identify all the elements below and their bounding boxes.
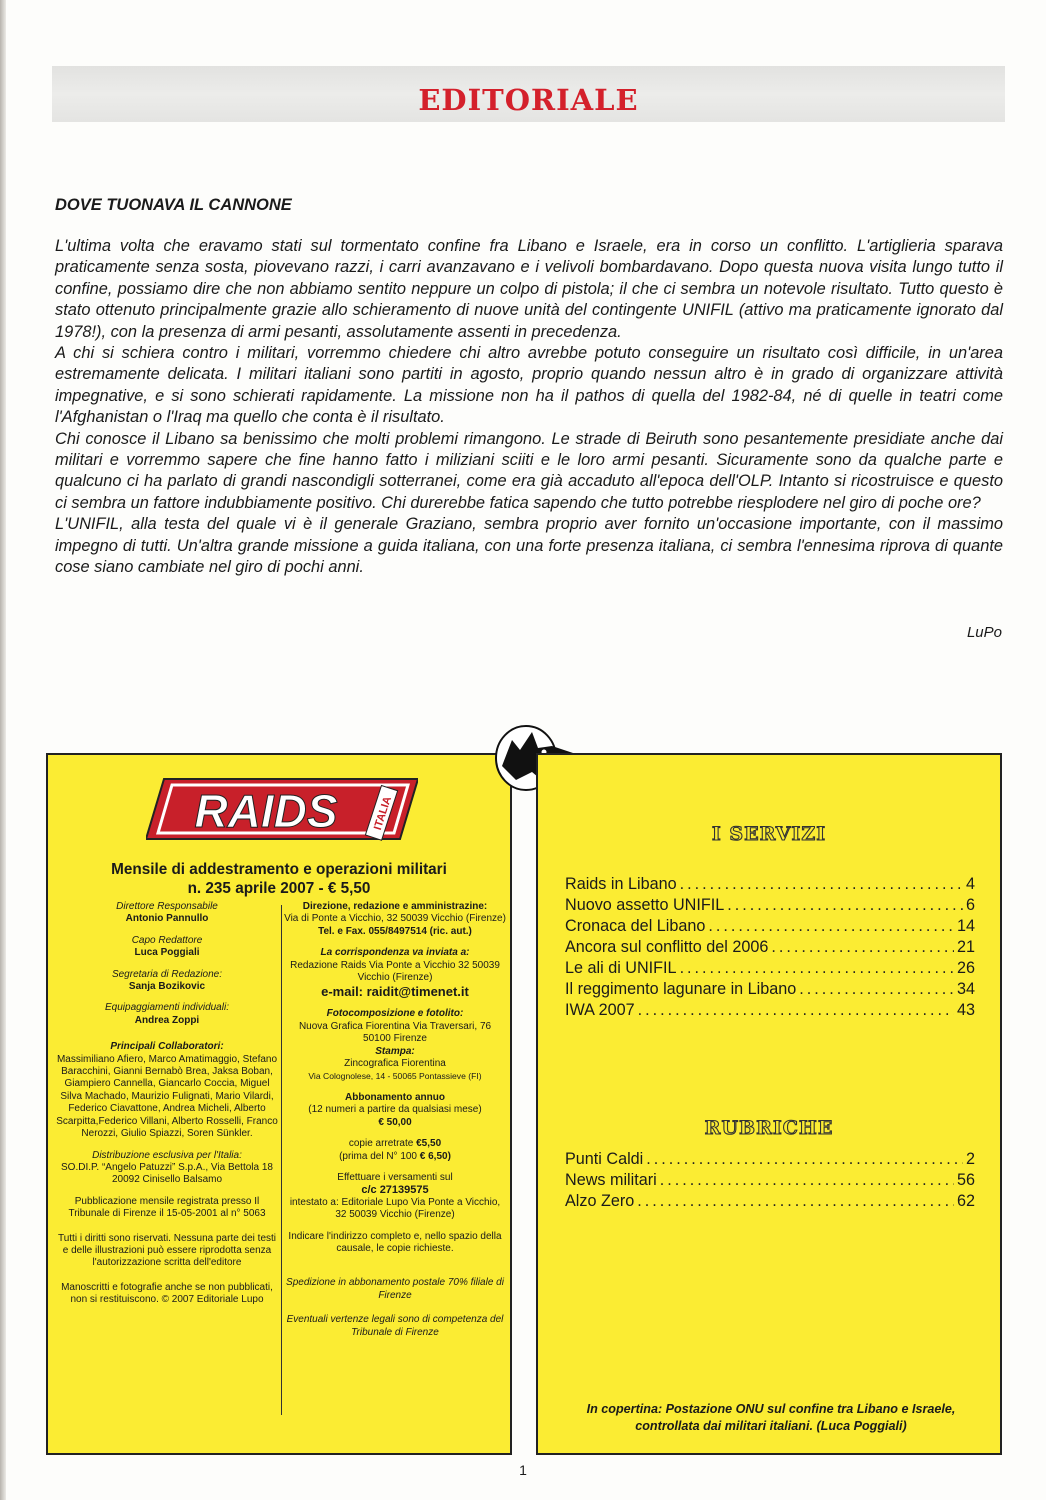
editorial-signature: LuPo <box>966 624 1002 641</box>
toc-item-page: 2 <box>965 1150 975 1168</box>
toc-item[interactable] <box>565 1149 975 1170</box>
back-issues-price: €5,50 <box>416 1138 442 1150</box>
toc-item-title: Raids in Libano <box>565 875 677 893</box>
legal-text: Eventuali vertenze legali sono di competenza del Tribunale di Firenze <box>286 1314 504 1338</box>
toc-item-title: News militari <box>565 1171 657 1189</box>
raids-logo-sub: ITALIA <box>371 794 395 832</box>
subscription-price: € 50,00 <box>378 1116 412 1128</box>
chief-editor-label: Capo Redattore <box>131 934 203 946</box>
collaborators-label: Principali Collaboratori: <box>110 1041 224 1053</box>
toc-item-page: 26 <box>956 959 975 977</box>
photocomposition-label: Fotocomposizione e fotolito: <box>326 1008 464 1020</box>
printing-text: Zincografica Fiorentina <box>344 1058 446 1070</box>
postal-account: c/c 27139575 <box>361 1184 429 1197</box>
toc-item-title: Alzo Zero <box>565 1192 635 1210</box>
raids-logo <box>146 773 418 845</box>
rights-text: Tutti i diritti sono riservati. Nessuna parte dei testi e delle illustrazioni può essere riprodotta senza l'autorizzazione scritta dell'editore <box>57 1232 277 1269</box>
director-label: Direttore Responsabile <box>116 901 218 912</box>
instructions-text: Indicare l'indirizzo completo e, nello spazio della causale, le copie richieste. <box>288 1230 502 1254</box>
equipment-label: Equipaggiamenti individuali: <box>105 1002 229 1014</box>
printing-address: Via Colognolese, 14 - 50065 Pontassieve (FI) <box>308 1071 482 1082</box>
editorial-banner-title: EDITORIALE <box>418 83 639 117</box>
services-title: I SERVIZI <box>711 823 827 845</box>
director-name: Antonio Pannullo <box>125 913 209 925</box>
page-number: 1 <box>519 1462 527 1478</box>
contents-box <box>536 753 1002 1455</box>
cover-caption <box>558 1401 984 1435</box>
toc-item-page: 4 <box>965 875 975 893</box>
toc-item[interactable] <box>565 1170 975 1191</box>
equipment-name: Andrea Zoppi <box>134 1014 200 1026</box>
toc-item[interactable] <box>565 895 975 916</box>
correspondence-label: La corrispondenza va inviata a: <box>320 947 470 959</box>
toc-item[interactable] <box>565 874 975 895</box>
payment-address: intestato a: Editoriale Lupo Via Ponte a Vicchio, 32 50039 Vicchio (Firenze) <box>289 1196 501 1221</box>
toc-item-title: Punti Caldi <box>565 1150 644 1168</box>
toc-item-title: IWA 2007 <box>565 1001 635 1019</box>
editorial-body <box>55 236 1003 579</box>
manuscripts-text: Manoscritti e fotografie anche se non pubblicati, non si restituiscono. © 2007 Editoriale Lupo <box>61 1281 273 1306</box>
columns-list <box>565 1149 975 1212</box>
registration-text: Pubblicazione mensile registrata presso Il Tribunale di Firenze il 15-05-2001 al n° 5063 <box>68 1195 266 1220</box>
cover-caption-line: In copertina: Postazione ONU sul confine tra Libano e Israele, <box>586 1402 956 1416</box>
toc-item-title: Ancora sul conflitto del 2006 <box>565 938 769 956</box>
secretary-name: Sanja Bozikovic <box>128 981 206 993</box>
back-issues-label: copie arretrate <box>348 1138 414 1150</box>
toc-item-page: 43 <box>956 1001 975 1019</box>
columns-title: RUBRICHE <box>704 1117 834 1139</box>
toc-item[interactable] <box>565 937 975 958</box>
back-issues-note: (prima del N° 100 <box>339 1150 417 1162</box>
direction-label: Direzione, redazione e amministrazine: <box>302 901 488 912</box>
toc-item-title: Cronaca del Libano <box>565 917 706 935</box>
collaborators-list: Massimiliano Afiero, Marco Amatimaggio, Stefano Baracchini, Gianni Bernabò Brea, Jaksa Boban, Giampiero Cannella, Giancarlo Coccia, Miguel Silva Machado, Maurizio Fulignati, Mario Vilardi, Federico Ciavattone, Andrea Micheli, Alberto Scarpitta,Federico Villani, Alberto Rosselli, Franco Nerozzi, Giulio Spiazzi, Soren Sünkler. <box>56 1053 278 1140</box>
toc-item-page: 56 <box>956 1171 975 1189</box>
editorial-paragraph: A chi si schiera contro i militari, vorremmo chiedere chi altro avrebbe potuto conseguire un risultato così difficile, in un'area estremamente delicata. I militari italiani sono partiti in agosto, proprio quando nessun altro è in grado di organizzare attività impegnative, e si sono schierati rapidamente. La missione non ha il pathos di quella del 1982-84, né di quelle in teatri come l'Afghanistan o l'Iraq ma quello che conta è il risultato. <box>55 344 1003 427</box>
direction-address: Via di Ponte a Vicchio, 32 50039 Vicchio (Firenze) <box>284 913 506 925</box>
toc-item-title: Le ali di UNIFIL <box>565 959 677 977</box>
subscription-text: (12 numeri a partire da qualsiasi mese) <box>308 1104 482 1116</box>
masthead-column-divider <box>281 905 282 1415</box>
raids-logo-text: RAIDS <box>194 785 338 837</box>
subscription-label: Abbonamento annuo <box>345 1091 445 1103</box>
masthead-box <box>46 753 512 1455</box>
cover-caption-line: controllata dai militari italiani. (Luca Poggiali) <box>635 1419 907 1433</box>
email-address: e-mail: raidit@timenet.it <box>321 984 469 1000</box>
correspondence-address: Redazione Raids Via Ponte a Vicchio 32 50039 Vicchio (Firenze) <box>290 959 500 984</box>
toc-item-page: 21 <box>956 938 975 956</box>
page-binding-edge <box>0 0 6 1500</box>
services-list <box>565 874 975 1021</box>
toc-item-page: 6 <box>965 896 975 914</box>
editorial-paragraph: L'UNIFIL, alla testa del quale vi è il generale Graziano, sembra proprio aver fornito un'occasione importante, con il massimo impegno di tutti. Un'altra grande missione a guida italiana, con una forte presenza italiana, ci sembra l'ennesima riprova di quante cose siano cambiate nel giro di pochi anni. <box>55 515 1003 577</box>
printing-label: Stampa: <box>375 1045 415 1057</box>
toc-item[interactable] <box>565 958 975 979</box>
payment-text: Effettuare i versamenti sul <box>337 1171 453 1183</box>
editorial-heading: DOVE TUONAVA IL CANNONE <box>55 196 292 214</box>
toc-item[interactable] <box>565 1000 975 1021</box>
distribution-label: Distribuzione esclusiva per l'Italia: <box>92 1149 242 1161</box>
phone-fax: Tel. e Fax. 055/8497514 (ric. aut.) <box>318 925 472 937</box>
toc-item-page: 14 <box>956 917 975 935</box>
toc-item-title: Nuovo assetto UNIFIL <box>565 896 725 914</box>
photocomposition-text: Nuova Grafica Fiorentina Via Traversari, 76 50100 Firenze <box>298 1020 492 1045</box>
distribution-text: SO.DI.P. “Angelo Patuzzi” S.p.A., Via Bettola 18 20092 Cinisello Balsamo <box>61 1161 273 1186</box>
toc-item-page: 62 <box>956 1192 975 1210</box>
editorial-paragraph: L'ultima volta che eravamo stati sul tormentato confine fra Libano e Israele, era in corso un conflitto. L'artiglieria sparava praticamente senza sosta, piovevano razzi, i carri avanzavano e i velivoli bombardavano. Dopo questa nuova visita lungo tutto il confine, possiamo dire che non abbiamo sentito neppure un colpo di pistola; il che ci sembra un notevole risultato. Tutto questo è stato ottenuto principalmente grazie allo schieramento di nuove unità del contingente UNIFIL (attivo ma praticamente ignorato dal 1978!), con la presenza di armi pesanti, assolutamente assenti in precedenza. <box>55 237 1003 341</box>
editorial-paragraph: Chi conosce il Libano sa benissimo che molti problemi rimangono. Le strade di Beiruth sono pesantemente presidiate anche dai militari e vorremmo sapere che fine hanno fatto i miliziani sciiti e le loro armi pesanti. Sicuramente sono da qualche parte e qualcuno ci ha parlato di grandi nascondigli sotterranei, come era già accaduto all'epoca dell'OLP. Intanto si ricostruisce e questo ci sembra un fattore indubbiamente positivo. Chi durerebbe fatica sapendo che tutto potrebbe riesplodere nel giro di poche ore? <box>55 429 1003 512</box>
secretary-label: Segretaria di Redazione: <box>111 968 223 980</box>
masthead-subtitle: Mensile di addestramento e operazioni militari <box>111 861 447 878</box>
toc-item[interactable] <box>565 916 975 937</box>
toc-item[interactable] <box>565 1191 975 1212</box>
back-issues-old-price: € 6,50) <box>419 1150 451 1162</box>
toc-item-page: 34 <box>956 980 975 998</box>
masthead-tagline <box>48 860 510 898</box>
editorial-banner <box>52 66 1005 122</box>
masthead-left-column <box>56 901 278 1316</box>
shipping-text: Spedizione in abbonamento postale 70% filiale di Firenze <box>286 1277 504 1301</box>
masthead-issue: n. 235 aprile 2007 - € 5,50 <box>187 880 371 897</box>
toc-item-title: Il reggimento lagunare in Libano <box>565 980 797 998</box>
toc-item[interactable] <box>565 979 975 1000</box>
chief-editor-name: Luca Poggiali <box>134 947 200 959</box>
masthead-right-column <box>284 901 506 1348</box>
